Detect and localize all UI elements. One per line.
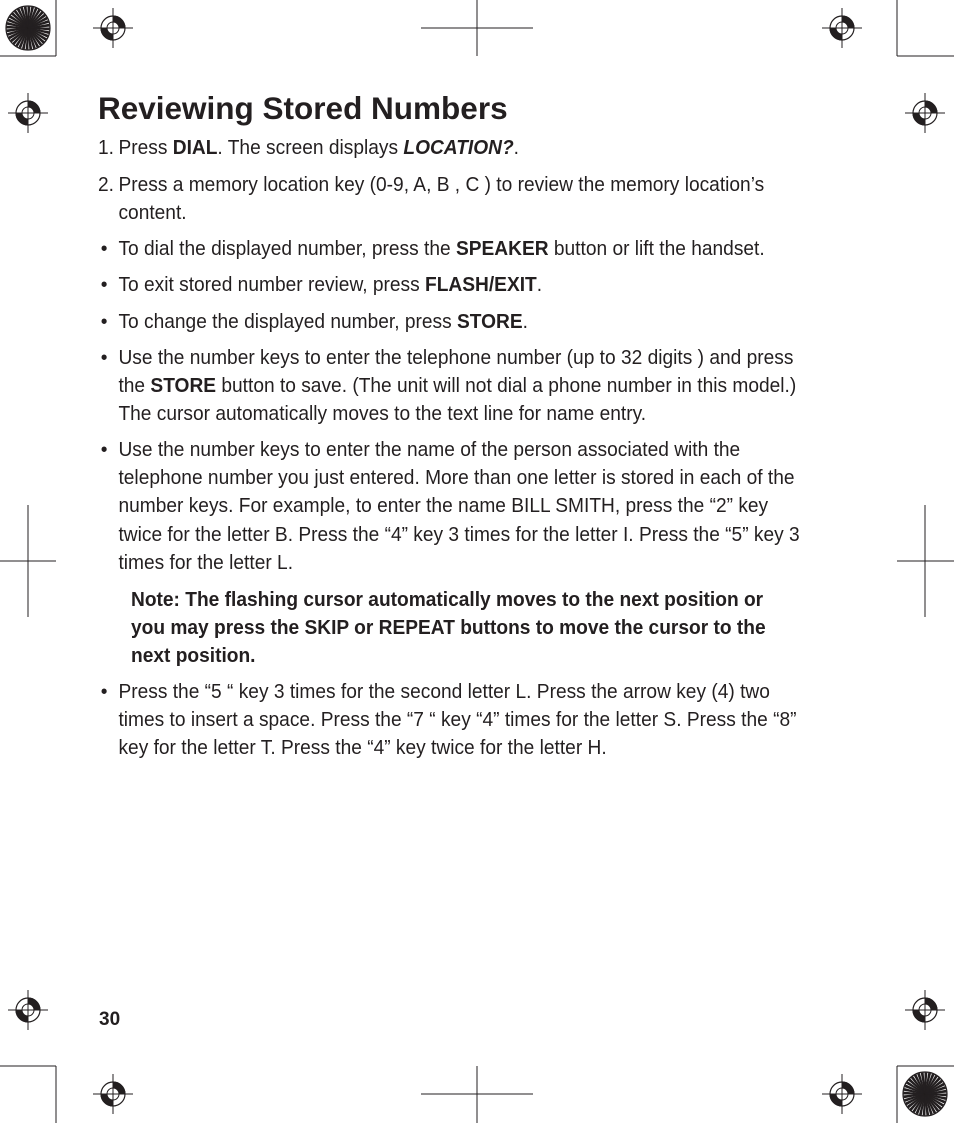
flash-exit-key-label: FLASH/EXIT <box>425 273 537 296</box>
bullet-text: Use the number keys to enter the telephone number (up to 32 digits ) and press the STORE button to save. (The unit will not dial a phone number in this model.) The cursor automatically moves to the text line for name entry. <box>118 346 797 426</box>
color-bar-starburst-icon <box>6 6 50 50</box>
step-1 <box>98 134 805 162</box>
registration-target-icon <box>905 93 945 133</box>
page-title: Reviewing Stored Numbers <box>98 90 508 126</box>
note-text: Note: The flashing cursor automatically moves to the next position or you may press the SKIP or REPEAT buttons to move the cursor to the next position. <box>131 588 766 668</box>
bullet-text: To dial the displayed number, press the SPEAKER button or lift the handset. <box>118 237 765 260</box>
color-bar-starburst-icon <box>903 1072 947 1116</box>
bullet-item <box>98 344 805 429</box>
page-number: 30 <box>99 1009 121 1030</box>
store-key-label: STORE <box>150 374 217 398</box>
crop-mark-icon <box>421 0 533 56</box>
bullet-text: To exit stored number review, press FLASH/EXIT. <box>118 273 543 296</box>
speaker-key-label: SPEAKER <box>455 237 549 260</box>
step-number: 1. <box>98 136 114 159</box>
bullet-icon: • <box>100 237 108 260</box>
bullet-icon: • <box>100 680 108 703</box>
registration-target-icon <box>8 990 48 1030</box>
bullet-item <box>98 235 805 263</box>
registration-target-icon <box>905 990 945 1030</box>
crop-mark-icon <box>421 1066 533 1123</box>
step-text: Press a memory location key (0-9, A, B , C ) to review the memory location’s content. <box>118 173 765 225</box>
step-text: Press DIAL. The screen displays LOCATION?. <box>118 136 519 159</box>
step-2 <box>98 171 805 227</box>
registration-target-icon <box>822 8 862 48</box>
location-prompt: LOCATION? <box>403 136 514 159</box>
step-number: 2. <box>98 173 114 196</box>
crop-mark-icon <box>0 1066 56 1123</box>
crop-mark-icon <box>897 505 954 617</box>
bullet-icon: • <box>100 273 108 296</box>
dial-key-label: DIAL <box>172 136 218 159</box>
crop-mark-icon <box>897 0 954 56</box>
registration-target-icon <box>822 1074 862 1114</box>
bullet-icon: • <box>100 438 108 461</box>
registration-target-icon <box>8 93 48 133</box>
registration-target-icon <box>93 1074 133 1114</box>
crop-mark-icon <box>0 505 56 617</box>
store-key-label: STORE <box>457 310 523 333</box>
bullet-item <box>98 678 805 763</box>
bullet-text: To change the displayed number, press STORE. <box>118 310 529 333</box>
registration-target-icon <box>93 8 133 48</box>
bullet-text: Press the “5 “ key 3 times for the second letter L. Press the arrow key (4) two times to insert a space. Press the “7 “ key “4” times for the letter S. Press the “8” key for the letter T. Press the “4” key twice for the letter H. <box>118 680 797 760</box>
bullet-icon: • <box>100 310 108 333</box>
bullet-text: Use the number keys to enter the name of the person associated with the telephone number you just entered. More than one letter is stored in each of the number keys. For example, to enter the name BILL SMITH, press the “2” key twice for the letter B. Press the “4” key 3 times for the letter I. Press the “5” key 3 times for the letter L. <box>118 438 800 574</box>
bullet-item <box>98 308 805 336</box>
bullet-item <box>98 271 805 299</box>
bullet-icon: • <box>100 346 108 369</box>
bullet-item <box>98 436 805 577</box>
